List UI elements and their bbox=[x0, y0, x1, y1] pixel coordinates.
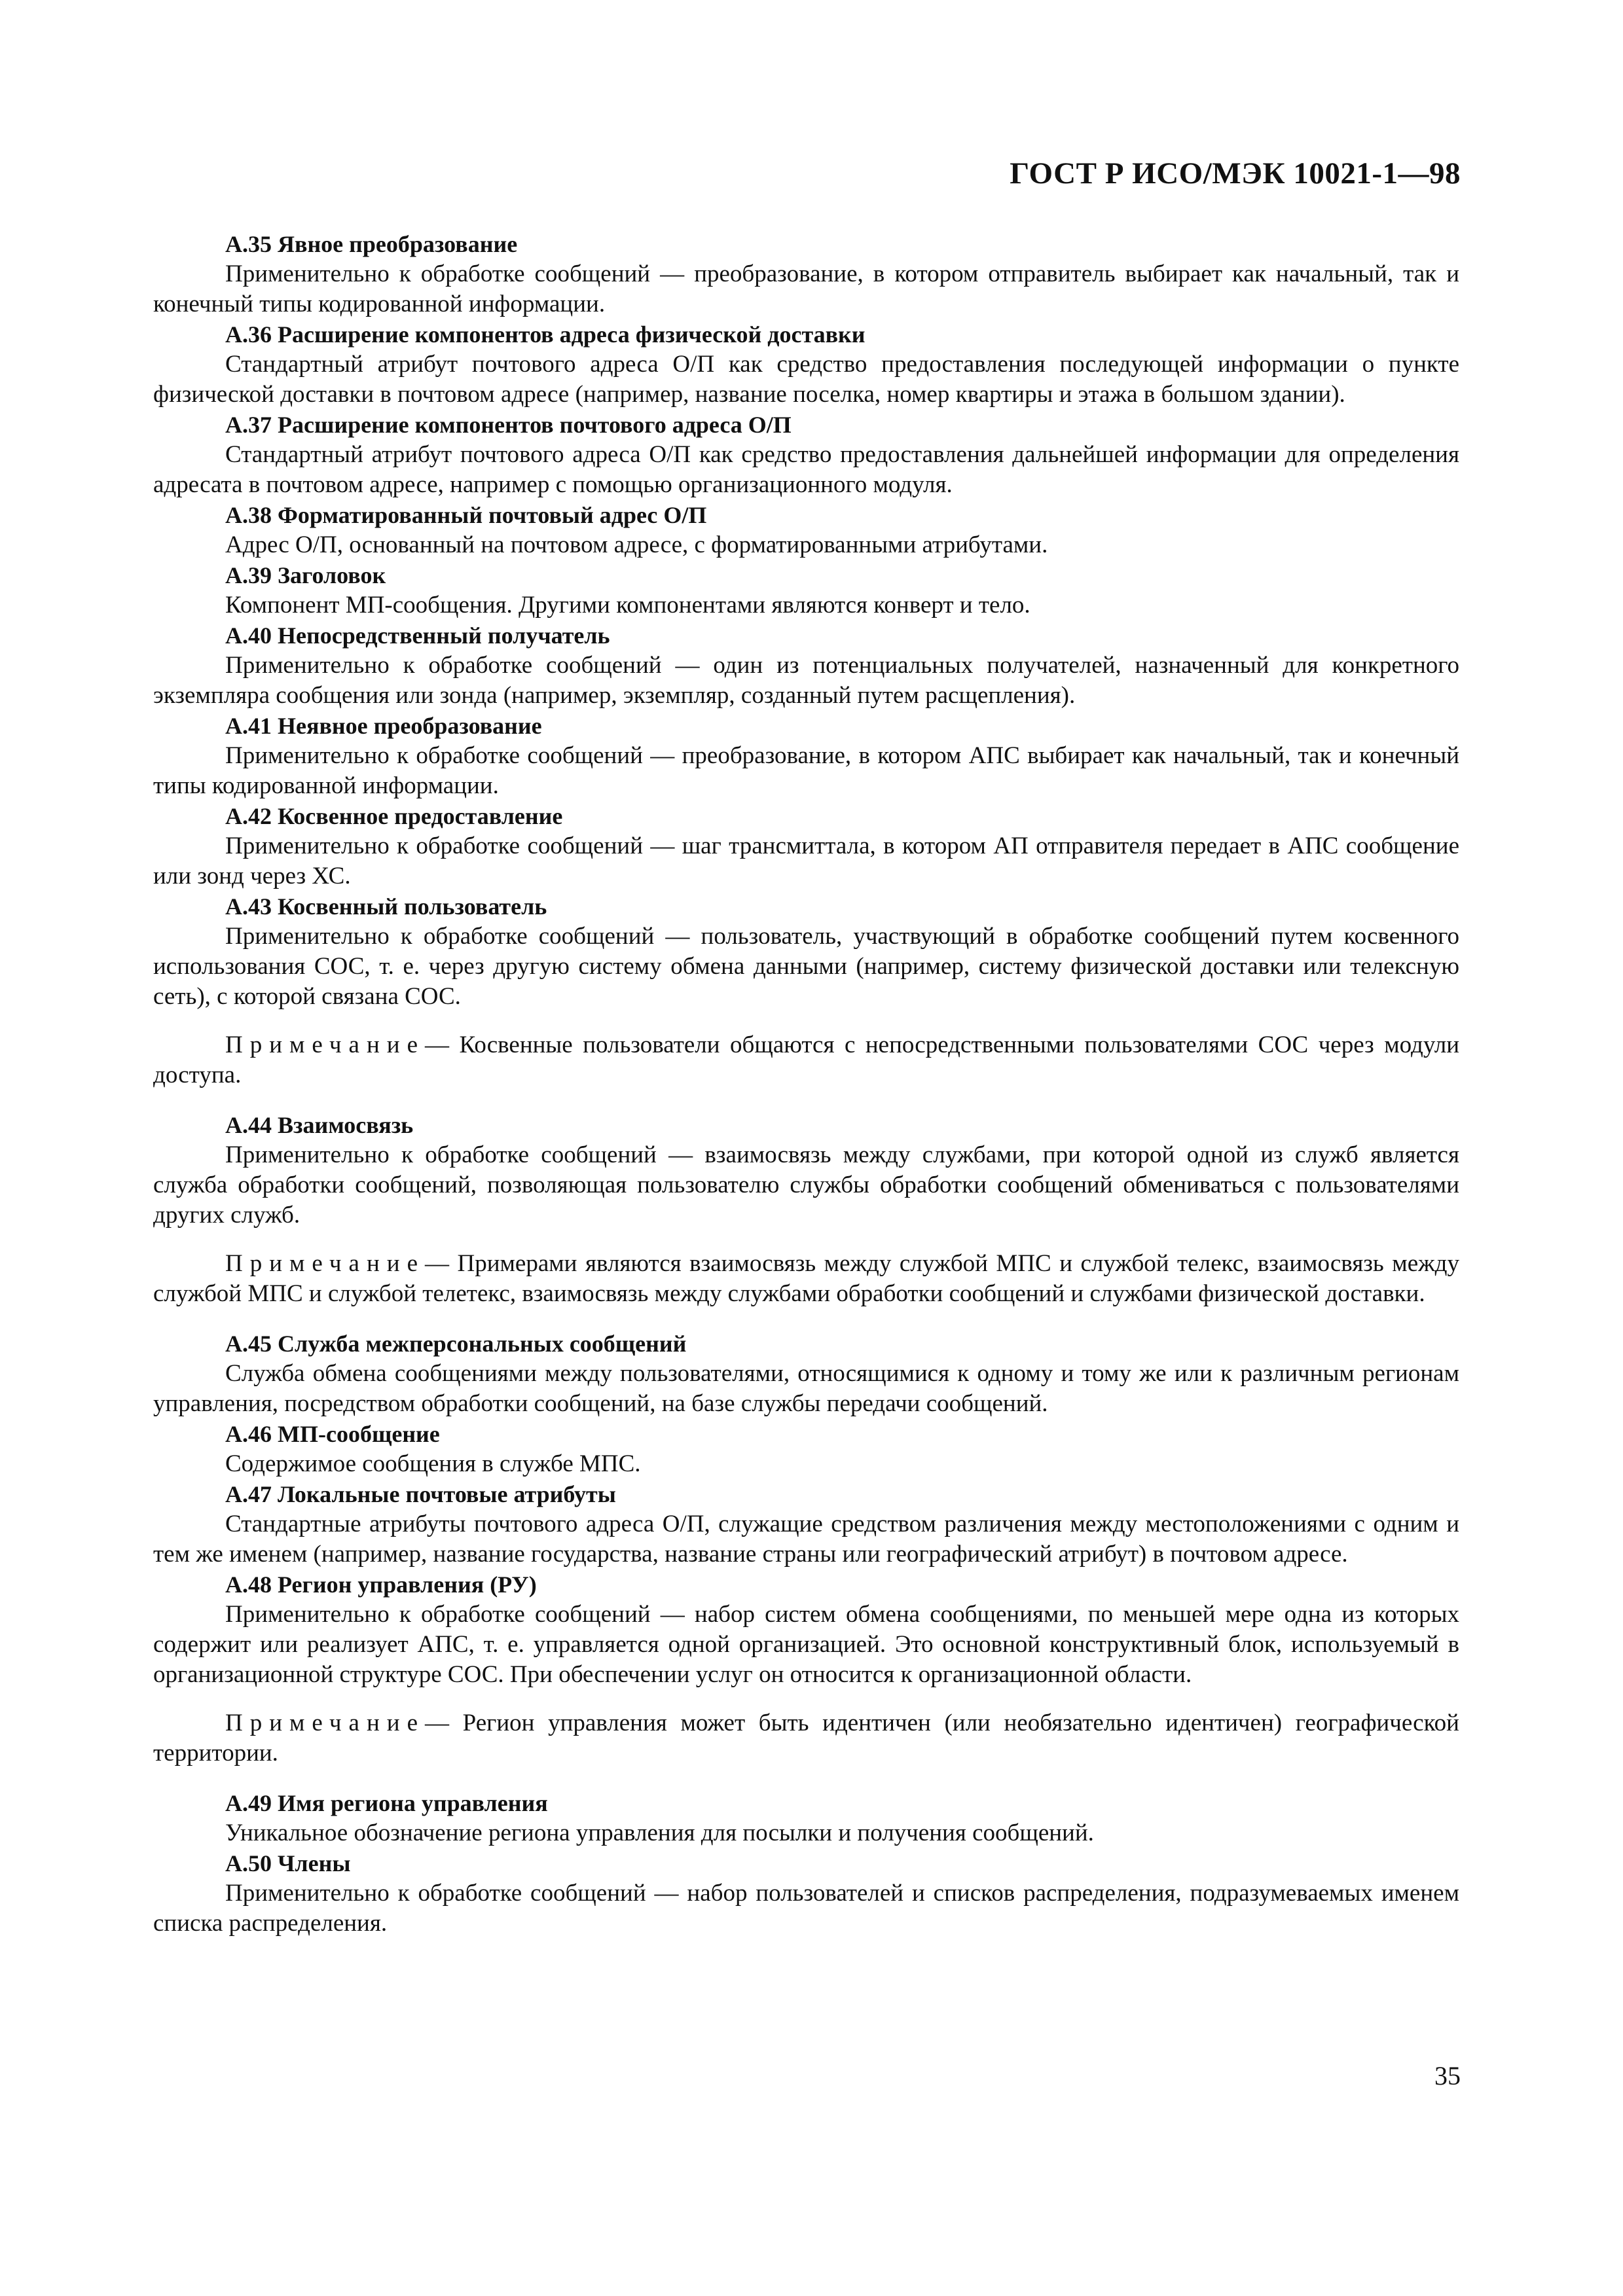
term-a46 bbox=[153, 1419, 1459, 1479]
term-heading: А.49 Имя региона управления bbox=[225, 1790, 548, 1816]
term-heading: А.37 Расширение компонентов почтового адреса О/П bbox=[225, 412, 792, 438]
note-label: Примечание bbox=[225, 1031, 425, 1058]
page-number: 35 bbox=[1434, 2061, 1461, 2090]
term-a47 bbox=[153, 1479, 1459, 1570]
term-a44 bbox=[153, 1110, 1459, 1230]
term-definition: Применительно к обработке сообщений — набор систем обмена сообщениями, по меньшей мере одна из которых содержит или реализует АПС, т. е. управляется одной организацией. Это основной конструктивный блок, используемый в организационной структуре СОС. При обеспечении услуг он относится к организационной области. bbox=[153, 1601, 1459, 1688]
term-definition: Содержимое сообщения в службе МПС. bbox=[225, 1450, 641, 1477]
term-heading: А.43 Косвенный пользователь bbox=[225, 893, 547, 920]
term-heading: А.38 Форматированный почтовый адрес О/П bbox=[225, 502, 707, 528]
note-a43 bbox=[153, 1030, 1459, 1090]
term-heading: А.41 Неявное преобразование bbox=[225, 713, 542, 739]
note-a48 bbox=[153, 1708, 1459, 1768]
note-label: Примечание bbox=[225, 1250, 425, 1277]
term-definition: Уникальное обозначение региона управления для посылки и получения сообщений. bbox=[225, 1820, 1094, 1846]
document-body bbox=[153, 229, 1459, 1939]
term-a50 bbox=[153, 1848, 1459, 1939]
term-a42 bbox=[153, 801, 1459, 891]
term-a36 bbox=[153, 319, 1459, 410]
term-a37 bbox=[153, 410, 1459, 500]
term-definition: Применительно к обработке сообщений — один из потенциальных получателей, назначенный для конкретного экземпляра сообщения или зонда (например, экземпляр, созданный путем расщепления). bbox=[153, 652, 1459, 709]
term-definition: Стандартный атрибут почтового адреса О/П как средство предоставления дальнейшей информации для определения адресата в почтовом адресе, например с помощью организационного модуля. bbox=[153, 441, 1459, 498]
term-heading: А.44 Взаимосвязь bbox=[225, 1112, 414, 1138]
term-definition: Служба обмена сообщениями между пользователями, относящимися к одному и тому же или к различным регионам управления, посредством обработки сообщений, на базе службы передачи сообщений. bbox=[153, 1360, 1459, 1417]
note-text: — Примерами являются взаимосвязь между службой МПС и службой телекс, взаимосвязь между службой МПС и службой телетекс, взаимосвязь между службами обработки сообщений и службами физической доставки. bbox=[153, 1250, 1459, 1307]
term-definition: Применительно к обработке сообщений — шаг трансмиттала, в котором АП отправителя передает в АПС сообщение или зонд через ХС. bbox=[153, 833, 1459, 889]
term-definition: Применительно к обработке сообщений — преобразование, в котором отправитель выбирает как начальный, так и конечный типы кодированной информации. bbox=[153, 260, 1459, 317]
term-definition: Применительно к обработке сообщений — преобразование, в котором АПС выбирает как начальный, так и конечный типы кодированной информации. bbox=[153, 742, 1459, 799]
term-a38 bbox=[153, 500, 1459, 560]
term-a43 bbox=[153, 891, 1459, 1012]
term-a35 bbox=[153, 229, 1459, 319]
term-a40 bbox=[153, 620, 1459, 711]
term-heading: А.50 Члены bbox=[225, 1850, 351, 1876]
note-text: — Регион управления может быть идентичен (или необязательно идентичен) географической территории. bbox=[153, 1710, 1459, 1767]
term-a39 bbox=[153, 560, 1459, 620]
note-label: Примечание bbox=[225, 1710, 425, 1736]
term-heading: А.40 Непосредственный получатель bbox=[225, 622, 610, 649]
document-header: ГОСТ Р ИСО/МЭК 10021-1—98 bbox=[1010, 156, 1461, 190]
term-heading: А.39 Заголовок bbox=[225, 562, 386, 588]
term-definition: Стандартные атрибуты почтового адреса О/П, служащие средством различения между местоположениями с одним и тем же именем (например, название государства, название страны или географический атрибут) в почтовом адресе. bbox=[153, 1511, 1459, 1568]
term-heading: А.35 Явное преобразование bbox=[225, 231, 518, 257]
term-heading: А.47 Локальные почтовые атрибуты bbox=[225, 1481, 616, 1507]
term-definition: Применительно к обработке сообщений — взаимосвязь между службами, при которой одной из служб является служба обработки сообщений, позволяющая пользователю службы обработки сообщений обмениваться с пользователями других служб. bbox=[153, 1141, 1459, 1229]
term-heading: А.48 Регион управления (РУ) bbox=[225, 1571, 537, 1598]
term-definition: Компонент МП-сообщения. Другими компонентами являются конверт и тело. bbox=[225, 592, 1030, 619]
term-definition: Адрес О/П, основанный на почтовом адресе, с форматированными атрибутами. bbox=[225, 531, 1048, 558]
term-a41 bbox=[153, 711, 1459, 801]
term-definition: Стандартный атрибут почтового адреса О/П как средство предоставления последующей информации о пункте физической доставки в почтовом адресе (например, название поселка, номер квартиры и этажа в большом здании). bbox=[153, 351, 1459, 408]
term-definition: Применительно к обработке сообщений — пользователь, участвующий в обработке сообщений путем косвенного использования СОС, т. е. через другую систему обмена данными (например, систему физической доставки или телексную сеть), с которой связана СОС. bbox=[153, 923, 1459, 1010]
term-heading: А.42 Косвенное предоставление bbox=[225, 803, 563, 829]
term-heading: А.46 МП-сообщение bbox=[225, 1421, 440, 1447]
term-definition: Применительно к обработке сообщений — набор пользователей и списков распределения, подразумеваемых именем списка распределения. bbox=[153, 1880, 1459, 1937]
term-a45 bbox=[153, 1329, 1459, 1419]
term-heading: А.45 Служба межперсональных сообщений bbox=[225, 1331, 687, 1357]
note-text: — Косвенные пользователи общаются с непосредственными пользователями СОС через модули доступа. bbox=[153, 1031, 1459, 1088]
term-heading: А.36 Расширение компонентов адреса физической доставки bbox=[225, 321, 866, 348]
note-a44 bbox=[153, 1249, 1459, 1309]
term-a49 bbox=[153, 1788, 1459, 1848]
term-a48 bbox=[153, 1570, 1459, 1690]
